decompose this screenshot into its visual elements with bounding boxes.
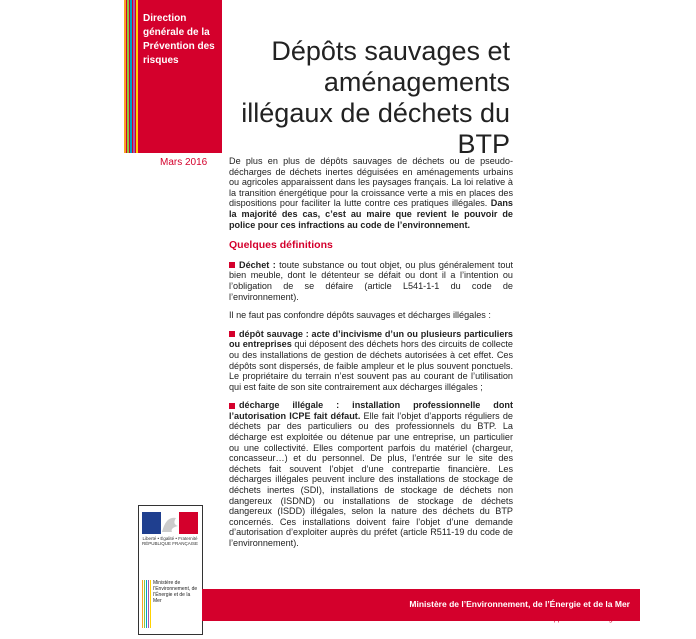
- intro-bold: Dans la majorité des cas, c’est au maire que revient le pouvoir de police pour ces infractions au code de l’environnement.: [229, 198, 513, 230]
- confondre-paragraph: Il ne faut pas confondre dépôts sauvages et décharges illégales :: [229, 310, 491, 321]
- depot-term: dépôt sauvage : acte d’incivisme d’un ou plusieurs particuliers ou entreprises: [229, 328, 513, 350]
- depot-text: qui déposent des déchets hors des circuits de collecte ou des installations de gestion de déchets autorisées à cet effet. Ces dépôts sont dispersés, de faible ampleur et le plus souvent ponctuels. Le propriétaire du terrain n’est souvent pas au courant de l’utilisation qui est faite de son site contrairement aux décharges illégales ;: [229, 339, 513, 392]
- definition-dechet: [229, 260, 513, 302]
- decharge-text: Elle fait l’objet d’apports réguliers de déchets par des particuliers ou des professionnels du BTP. La décharge est exploitée ou détenue par une entreprise, un particulier ou une collectivité. Elles comportent parfois du matériel (chargeur, concasseur…) et du personnel. De plus, l’entrée sur le site des déchets fait souvent l’objet d’une contrepartie financière. Les décharges illégales peuvent inclure des installations de stockage de déchets inertes (SDI), installations de stockage de déchets non dangereux (ISDND) ou installations de stockage de déchets dangereux (ISDD) illégales, selon la nature des déchets du BTP concernés. Ces installations doivent faire l’objet d’une demande d’autorisation d’exploiter auprès du préfet (article R511-19 du code de l’environnement).: [229, 410, 513, 548]
- definitions-heading: Quelques définitions: [229, 239, 333, 252]
- definition-depot: [229, 329, 513, 393]
- logo-color-stripes: [142, 580, 151, 628]
- document-title: Dépôts sauvages et aménagements illégaux de déchets du BTP: [241, 36, 510, 159]
- bullet-square-icon: [229, 403, 235, 409]
- color-stripes: [124, 0, 138, 153]
- bullet-square-icon: [229, 262, 235, 268]
- publication-date: Mars 2016: [160, 157, 208, 168]
- logo-ministry-name: Ministère de l’Environnement, de l’Énergie et de la Mer: [153, 580, 198, 604]
- document-body: [229, 156, 513, 557]
- footer-ministry-name: Ministère de l’Environnement, de l’Énergie et de la Mer: [409, 599, 630, 609]
- republic-motto: Liberté • Égalité • Fraternité RÉPUBLIQUE FRANÇAISE: [141, 536, 198, 546]
- definition-decharge: [229, 400, 513, 548]
- marianne-logo-icon: [142, 512, 198, 534]
- dechet-text: toute substance ou tout objet, ou plus généralement tout bien meuble, dont le détenteur se défait ou dont il a l’intention ou l’obligation de se défaire (article L541-1-1 du code de l’environnement).: [229, 259, 513, 302]
- footer-url-link[interactable]: www.developpement-durable.gouv.fr: [516, 616, 630, 623]
- intro-paragraph: [229, 156, 513, 230]
- dechet-term: Déchet :: [239, 259, 276, 270]
- agency-name: Direction générale de la Prévention des risques: [143, 13, 215, 66]
- decharge-term: décharge illégale : installation professionnelle dont l’autorisation ICPE fait défaut.: [229, 400, 513, 421]
- bullet-square-icon: [229, 331, 235, 337]
- intro-text: De plus en plus de dépôts sauvages de déchets ou de pseudo-décharges de déchets inertes déguisées en aménagements urbains ou agricoles apparaissent dans les paysages français. La loi relative à la transition énergétique pour la croissance verte a mis en places des dispositions pour faciliter la lutte contre ces pratiques illégales.: [229, 156, 513, 209]
- ministry-logo: [138, 505, 203, 635]
